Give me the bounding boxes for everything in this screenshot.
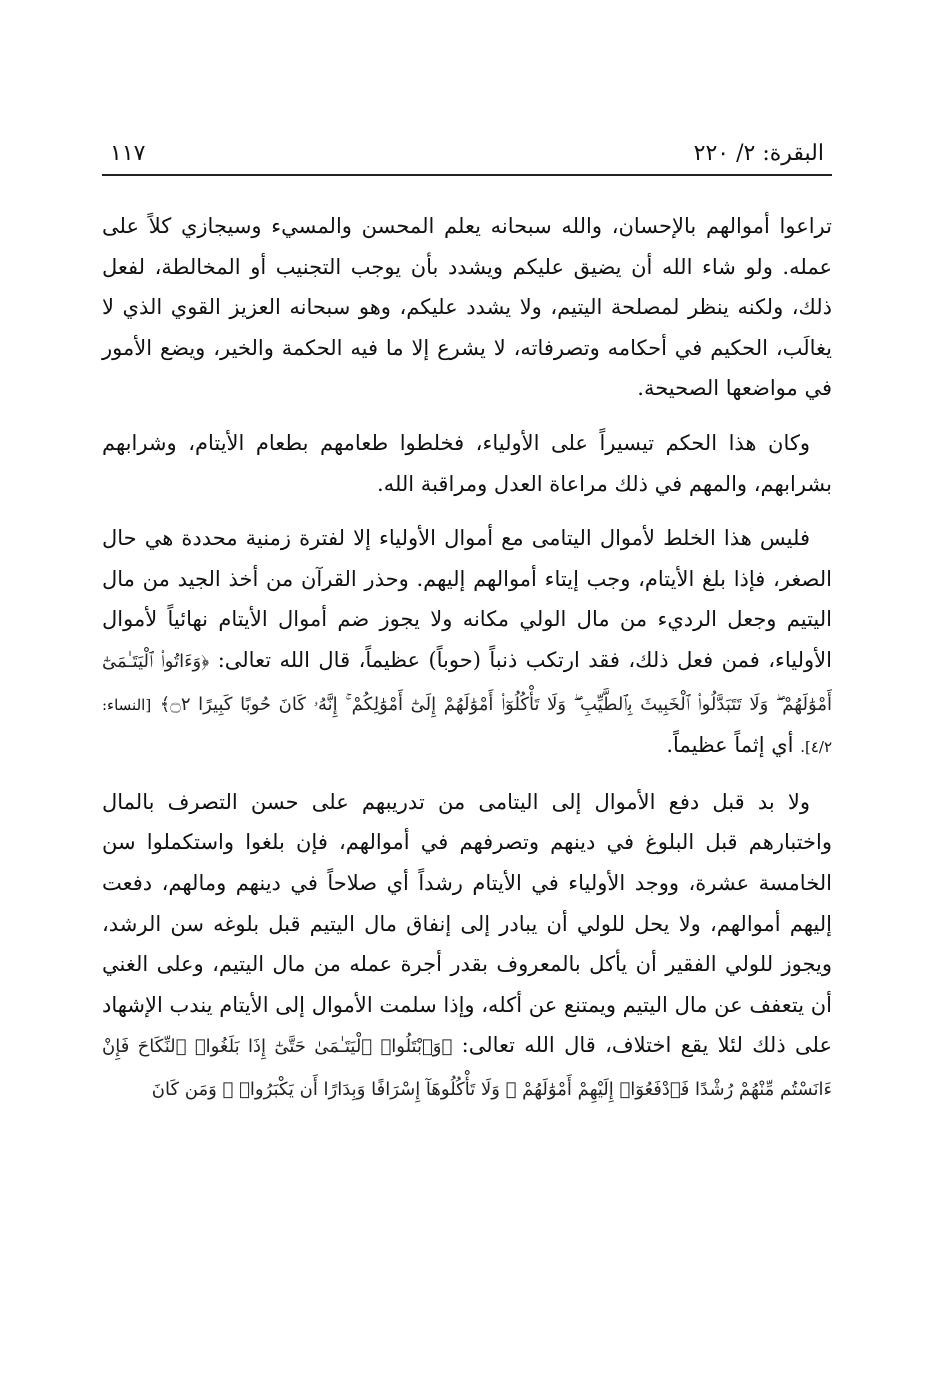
page-number: ١١٧ bbox=[110, 141, 146, 166]
verse-citation: [النساء: ٤/٢]. bbox=[102, 695, 832, 757]
page-header bbox=[102, 138, 832, 176]
paragraph-text: تراعوا أموالهم بالإحسان، والله سبحانه يعلم المحسن والمسيء وسيجازي كلاً على عمله. ولو شاء الله أن يضيق عليكم ويشدد بأن يوجب التجنيب أو المخالطة، لفعل ذلك، ولكنه ينظر لمصلحة اليتيم، ولا يشدد عليكم، وهو سبحانه العزيز القوي الذي لا يغالَب، الحكيم في أحكامه وتصرفاته، لا يشرع إلا ما فيه الحكمة والخير، ويضع الأمور في مواضعها الصحيحة. bbox=[102, 214, 832, 401]
paragraph-2 bbox=[102, 423, 832, 504]
paragraph-text: أي إثماً عظيماً. bbox=[666, 733, 794, 758]
paragraph-text: ولا بد قبل دفع الأموال إلى اليتامى من تدريبهم على حسن التصرف بالمال واختبارهم قبل البلوغ في دينهم وتصرفهم في أموالهم، فإن بلغوا واستكملوا سن الخامسة عشرة، ووجد الأولياء في الأيتام رشداً أي صلاحاً في دينهم ومالهم، دفعت إليهم أموالهم، ولا يحل للولي أن يبادر إلى إنفاق مال اليتيم قبل بلوغه سن الرشد، ويجوز للولي الفقير أن يأكل بالمعروف بقدر أجرة عمله من مال اليتيم، وعلى الغني أن يتعفف عن مال اليتيم ويمتنع عن أكله، وإذا سلمت الأموال إلى الأيتام يندب الإشهاد على ذلك لئلا يقع اختلاف، قال الله تعالى: bbox=[102, 789, 832, 1058]
paragraph-text: وكان هذا الحكم تيسيراً على الأولياء، فخلطوا طعامهم بطعام الأيتام، وشرابهم بشرابهم، والمهم في ذلك مراعاة العدل ومراقبة الله. bbox=[102, 430, 832, 496]
paragraph-1 bbox=[102, 206, 832, 409]
paragraph-text: فليس هذا الخلط لأموال اليتامى مع أموال الأولياء إلا لفترة زمنية محددة هي حال الصغر، فإذا بلغ الأيتام، وجب إيتاء أموالهم إليهم. وحذر القرآن من أخذ الجيد من مال اليتيم وجعل الرديء من مال الولي مكانه ولا يجوز ضم أموال الأيتام نهائياً لأموال الأولياء، فمن فعل ذلك، فقد ارتكب ذنباً (حوباً) عظيماً، قال الله تعالى: bbox=[102, 526, 832, 672]
quran-verse: ﴿وَٱبْتَلُوا۟ ٱلْيَتَـٰمَىٰ حَتَّىٰٓ إِذَا بَلَغُوا۟ ٱلنِّكَاحَ فَإِنْ ءَانَسْتُم مِّنْهُمْ رُشْدًا فَٱدْفَعُوٓا۟ إِلَيْهِمْ أَمْوَٰلَهُمْ ۖ وَلَا تَأْكُلُوهَآ إِسْرَافًا وَبِدَارًا أَن يَكْبَرُوا۟ ۚ وَمَن كَانَ bbox=[102, 1036, 832, 1100]
paragraph-3 bbox=[102, 518, 832, 768]
quran-verse: ﴿وَءَاتُوا۟ ٱلْيَتَـٰمَىٰٓ أَمْوَٰلَهُمْ ۖ وَلَا تَتَبَدَّلُوا۟ ٱلْخَبِيثَ بِٱلطَّيِّبِ ۖ وَلَا تَأْكُلُوٓا۟ أَمْوَٰلَهُمْ إِلَىٰٓ أَمْوَٰلِكُمْ ۚ إِنَّهُۥ كَانَ حُوبًا كَبِيرًا ۝٢﴾ bbox=[102, 650, 832, 715]
paragraph-4 bbox=[102, 782, 832, 1111]
book-page bbox=[102, 138, 832, 1124]
surah-reference: البقرة: ٢/ ٢٢٠ bbox=[693, 141, 824, 166]
page-body bbox=[102, 206, 832, 1110]
